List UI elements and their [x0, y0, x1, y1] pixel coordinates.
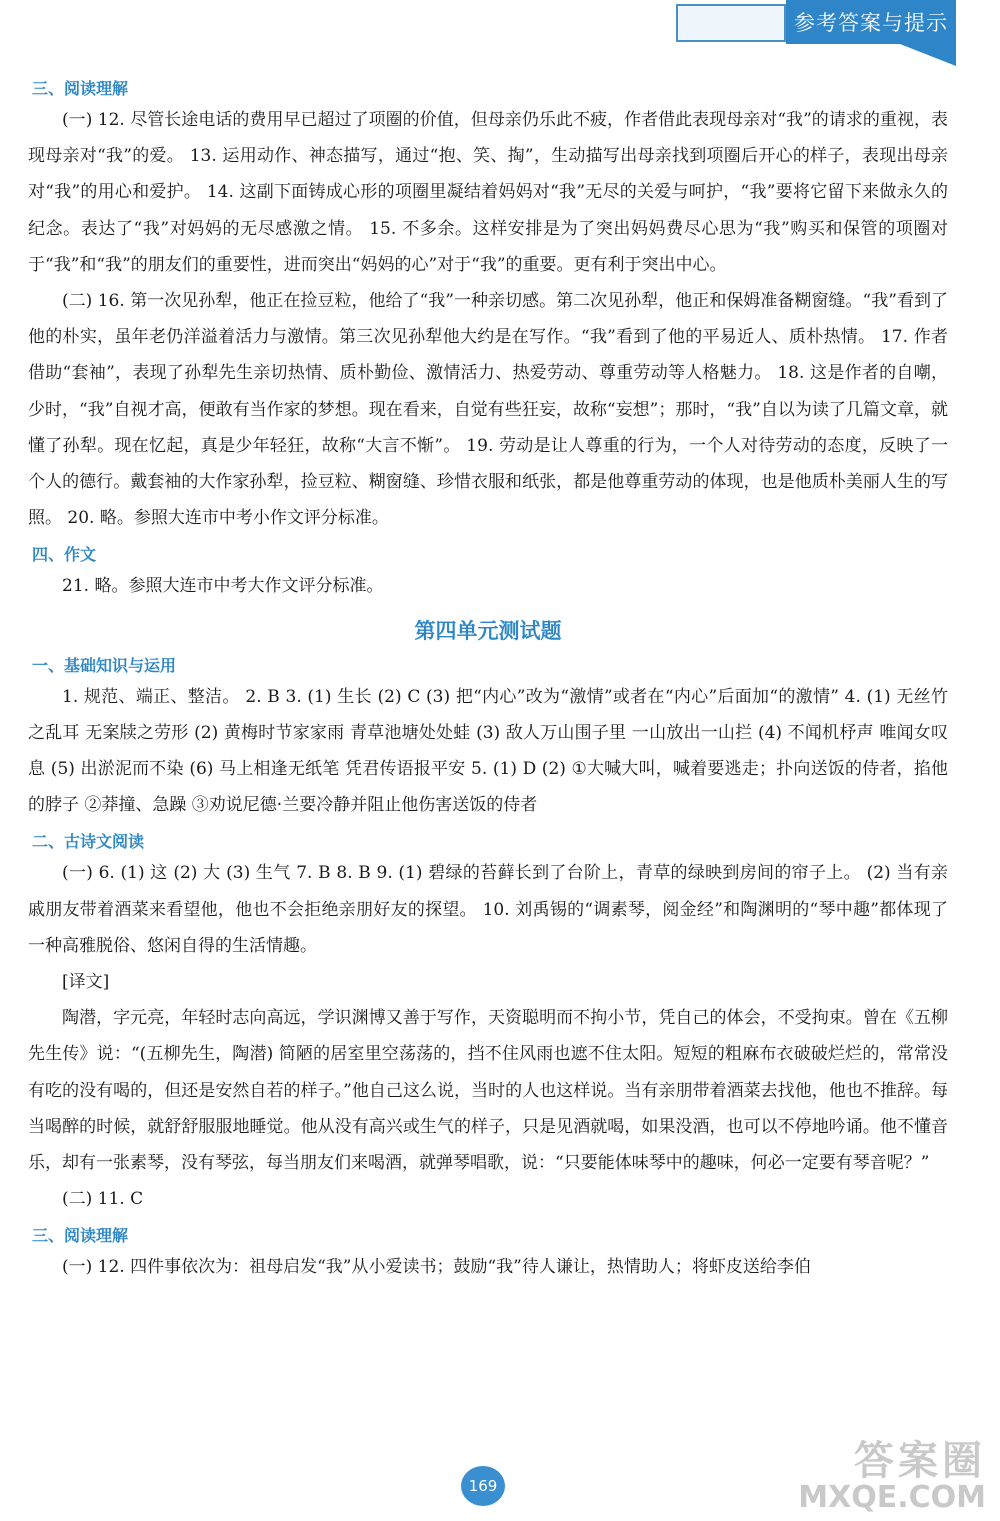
translation-paragraph: 陶潜，字元亮，年轻时志向高远，学识渊博又善于写作，天资聪明而不拘小节，凭自己的体会，不受拘束。曾在《五柳先生传》说：“(五柳先生，陶潜) 简陋的居室里空荡荡的，挡不住风雨也遮不住太阳。短短的粗麻布衣破破烂烂的，常常没有吃的没有喝的，但还是安然自若的样子。”他自己这么说，当时的人也这样说。当有亲朋带着酒菜去找他，他也不推辞。每当喝醉的时候，就舒舒服服地睡觉。他从没有高兴或生气的样子，只是见酒就喝，如果没酒，也可以不停地吟诵。他不懂音乐，却有一张素琴，没有琴弦，每当朋友们来喝酒，就弹琴唱歌，说：“只要能体味琴中的趣味，何必一定要有琴音呢？”	[28, 1008, 948, 1174]
section-heading-writing: 四、作文	[32, 545, 97, 565]
translation-label: [译文]	[62, 972, 110, 993]
header-banner-tail	[900, 44, 956, 66]
answer-paragraph: (二) 11. C	[62, 1189, 144, 1210]
unit-title: 第四单元测试题	[414, 618, 562, 643]
watermark-cn: 答案圈	[854, 1438, 986, 1484]
page-number: 169	[461, 1466, 505, 1506]
answer-paragraph: (一) 12. 四件事依次为：祖母启发“我”从小爱读书；鼓励“我”待人谦让，热情助人；将虾皮送给李伯	[62, 1257, 811, 1278]
answer-paragraph: (二) 16. 第一次见孙犁，他正在捡豆粒，他给了“我”一种亲切感。第二次见孙犁，他正和保姆准备糊窗缝。“我”看到了他的朴实，虽年老仍洋溢着活力与激情。第三次见孙犁他大约是在写作。“我”看到了他的平易近人、质朴热情。 17. 作者借助“套袖”，表现了孙犁先生亲切热情、质朴勤俭、激情活力、热爱劳动、尊重劳动等人格魅力。 18. 这是作者的自嘲，少时，“我”自视才高，便敢有当作家的梦想。现在看来，自觉有些狂妄，故称“妄想”；那时，“我”自以为读了几篇文章，就懂了孙犁。现在忆起，真是少年轻狂，故称“大言不惭”。 19. 劳动是让人尊重的行为，一个人对待劳动的态度，反映了一个人的德行。戴套袖的大作家孙犁，捡豆粒、糊窗缝、珍惜衣服和纸张，都是他尊重劳动的体现，也是他质朴美丽人生的写照。 20. 略。参照大连市中考小作文评分标准。	[28, 291, 948, 529]
watermark-logo	[798, 1438, 986, 1515]
section-heading-reading: 三、阅读理解	[32, 79, 129, 98]
section-heading-reading-2: 三、阅读理解	[32, 1226, 129, 1246]
answer-paragraph: (一) 12. 尽管长途电话的费用早已超过了项圈的价值，但母亲仍乐此不疲，作者借此表现母亲对“我”的请求的重视，表现母亲对“我”的爱。 13. 运用动作、神态描写，通过“抱、笑、掏”，生动描写出母亲找到项圈后开心的样子，表现出母亲对“我”的用心和爱护。 14. 这副下面铸成心形的项圈里凝结着妈妈对“我”无尽的关爱与呵护，“我”要将它留下来做永久的纪念。表达了“我”对妈妈的无尽感激之情。 15. 不多余。这样安排是为了突出妈妈费尽心思为“我”购买和保管的项圈对于“我”和“我”的朋友们的重要性，进而突出“妈妈的心”对于“我”的重要。更有利于突出中心。	[28, 110, 948, 275]
answer-paragraph: 21. 略。参照大连市中考大作文评分标准。	[62, 576, 384, 597]
answer-paragraph: 1. 规范、端正、整洁。 2. B 3. (1) 生长 (2) C (3) 把“内心”改为“激情”或者在“内心”后面加“的激情” 4. (1) 无丝竹之乱耳 无案牍之劳形 (2) 黄梅时节家家雨 青草池塘处处蛙 (3) 敌人万山围子里 一山放出一山拦 (4) 不闻机杼声 唯闻女叹息 (5) 出淤泥而不染 (6) 马上相逢无纸笔 凭君传语报平安 5. (1) D (2) ①大喊大叫，喊着要逃走；扑向送饭的侍者，掐他的脖子 ②莽撞、急躁 ③劝说尼德·兰要冷静并阻止他伤害送饭的侍者	[28, 686, 948, 816]
section-heading-basic: 一、基础知识与运用	[32, 655, 177, 675]
answer-paragraph: (一) 6. (1) 这 (2) 大 (3) 生气 7. B 8. B 9. (1) 碧绿的苔藓长到了台阶上，青草的绿映到房间的帘子上。 (2) 当有亲戚朋友带着酒菜来看望他，他也不会拒绝亲朋好友的探望。 10. 刘禹锡的“调素琴，阅金经”和陶渊明的“琴中趣”都体现了一种高雅脱俗、悠闲自得的生活情趣。	[28, 863, 948, 956]
header-banner: 参考答案与提示	[786, 0, 956, 44]
watermark-en: MXQE.COM	[798, 1480, 986, 1515]
header-box	[676, 4, 786, 42]
page-content	[28, 70, 948, 1286]
section-heading-poem: 二、古诗文阅读	[32, 832, 145, 852]
